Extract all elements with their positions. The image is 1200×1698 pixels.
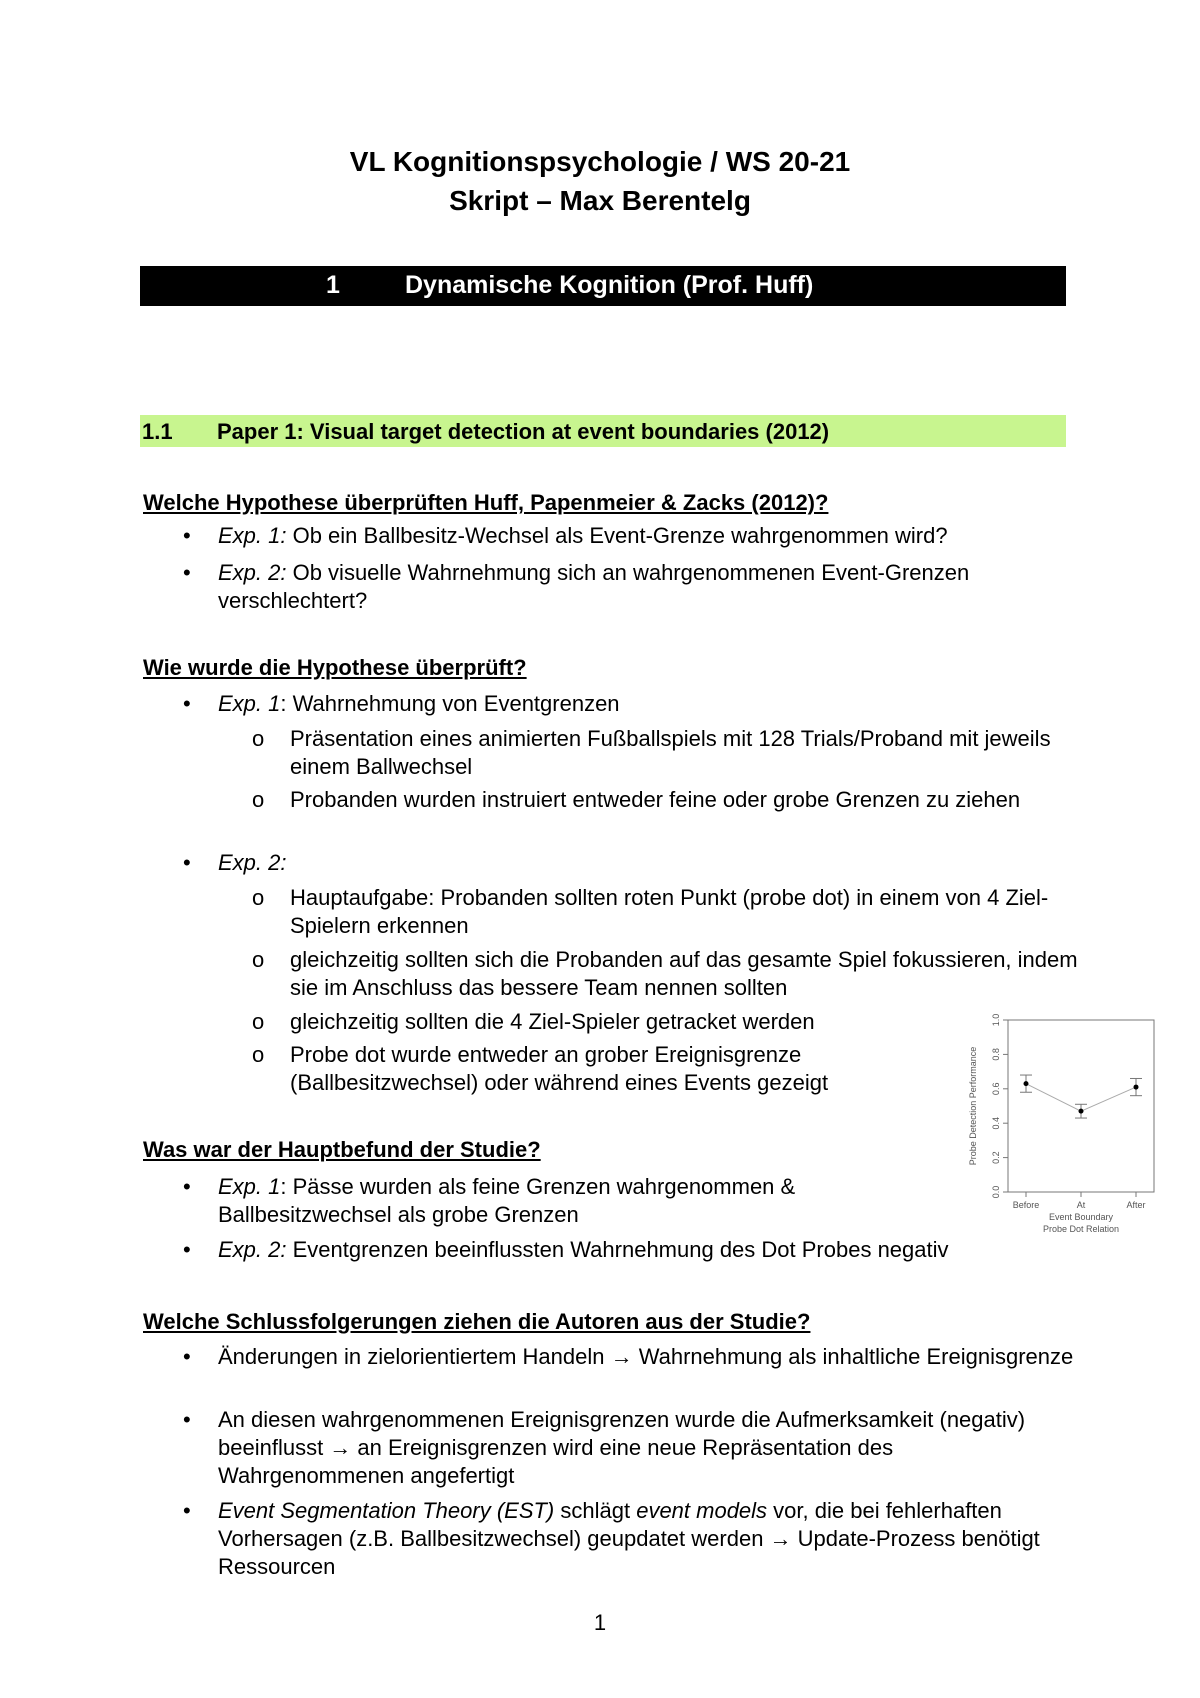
bullet: • — [183, 1344, 191, 1369]
section-title: Paper 1: Visual target detection at event boundaries (2012) — [217, 419, 830, 444]
sub-bullet: o — [252, 726, 265, 751]
sub-list-item — [252, 946, 1080, 1002]
bullet: • — [183, 1407, 191, 1432]
probe-detection-chart — [960, 1012, 1160, 1242]
bullet: • — [183, 1237, 191, 1262]
bullet: • — [183, 1498, 191, 1523]
list-item — [183, 1236, 1078, 1264]
item-text: gleichzeitig sollten die 4 Ziel-Spieler getracket werden — [290, 1009, 815, 1034]
question-hypothesis: Welche Hypothese überprüften Huff, Papenmeier & Zacks (2012)? — [143, 490, 829, 515]
sub-bullet: o — [252, 787, 265, 812]
item-text: schlägt — [554, 1498, 637, 1523]
sub-list-item — [252, 1008, 910, 1036]
sub-bullet: o — [252, 1042, 265, 1067]
list-item — [183, 1173, 858, 1229]
item-text: Probanden wurden instruiert entweder feine oder grobe Grenzen zu ziehen — [290, 787, 1021, 812]
y-tick-label: 0.6 — [991, 1082, 1001, 1096]
y-tick-label: 0.0 — [991, 1185, 1001, 1199]
chapter-number: 1 — [326, 271, 340, 299]
item-text: vor, die bei fehlerhaften Vorhersagen (z.B. Ballbesitzwechsel) geupdatet werden — [218, 1498, 1002, 1551]
document-subtitle: Skript – Max Berentelg — [449, 185, 751, 216]
list-item — [183, 522, 1078, 550]
x-tick-label: At — [1076, 1200, 1086, 1210]
bullet: • — [183, 1174, 191, 1199]
item-text: Update-Prozess benötigt Ressourcen — [218, 1526, 1040, 1579]
list-item — [183, 690, 1078, 718]
item-text: Ob visuelle Wahrnehmung sich an wahrgenommenen Event-Grenzen verschlechtert? — [218, 560, 970, 613]
y-tick-label: 1.0 — [991, 1013, 1001, 1027]
item-label: Exp. 2: — [218, 850, 287, 875]
item-text: an Ereignisgrenzen wird eine neue Repräsentation des Wahrgenommenen angefertigt — [218, 1435, 894, 1488]
data-point — [1134, 1085, 1139, 1090]
x-axis-label: Probe Dot Relation — [1042, 1224, 1120, 1234]
sub-list-item — [252, 725, 1080, 781]
x-tick-label: Before — [1012, 1200, 1040, 1210]
question-method: Wie wurde die Hypothese überprüft? — [143, 655, 527, 680]
bullet: • — [183, 850, 191, 875]
item-italic: Event Segmentation Theory (EST) — [218, 1498, 555, 1523]
sub-list-item — [252, 1041, 900, 1097]
list-item — [183, 559, 1078, 615]
list-item — [183, 1406, 1078, 1490]
item-label: Exp. 1 — [218, 691, 281, 716]
item-label: Exp. 2: — [218, 560, 287, 585]
chapter-title: Dynamische Kognition (Prof. Huff) — [405, 271, 814, 299]
sub-bullet: o — [252, 1009, 265, 1034]
sub-bullet: o — [252, 885, 265, 910]
question-conclusions: Welche Schlussfolgerungen ziehen die Autoren aus der Studie? — [143, 1309, 811, 1334]
list-item — [183, 849, 1078, 877]
item-text: : Pässe wurden als feine Grenzen wahrgenommen & Ballbesitzwechsel als grobe Grenzen — [218, 1174, 796, 1227]
item-text: Probe dot wurde entweder an grober Ereignisgrenze (Ballbesitzwechsel) oder während eines Events gezeigt — [290, 1042, 829, 1095]
item-label: Exp. 2: — [218, 1237, 287, 1262]
item-text: Eventgrenzen beeinflussten Wahrnehmung des Dot Probes negativ — [286, 1237, 949, 1262]
y-tick-label: 0.4 — [991, 1116, 1001, 1130]
sub-list-item — [252, 786, 1080, 814]
list-item — [183, 1497, 1078, 1581]
item-text: Wahrnehmung als inhaltliche Ereignisgrenze — [632, 1344, 1074, 1369]
question-findings: Was war der Hauptbefund der Studie? — [143, 1137, 541, 1162]
section-number: 1.1 — [142, 419, 173, 444]
bullet: • — [183, 523, 191, 548]
chapter-heading — [140, 266, 1066, 306]
y-axis-label: Probe Detection Performance — [968, 1046, 978, 1166]
arrow-icon: → — [329, 1435, 352, 1460]
arrow-icon: → — [610, 1344, 633, 1369]
sub-bullet: o — [252, 947, 265, 972]
item-text: Präsentation eines animierten Fußballspiels mit 128 Trials/Proband mit jeweils einem Ballwechsel — [290, 726, 1051, 779]
item-text: : Wahrnehmung von Eventgrenzen — [280, 691, 620, 716]
bullet: • — [183, 691, 191, 716]
sub-list-item — [252, 884, 1080, 940]
data-point — [1024, 1081, 1029, 1086]
bullet: • — [183, 560, 191, 585]
item-label: Exp. 1 — [218, 1174, 281, 1199]
document-title: VL Kognitionspsychologie / WS 20-21 — [349, 146, 851, 177]
list-item — [183, 1343, 1078, 1371]
arrow-icon: → — [769, 1526, 792, 1551]
data-point — [1079, 1109, 1084, 1114]
x-axis-label: Event Boundary — [1048, 1212, 1114, 1222]
y-tick-label: 0.8 — [991, 1048, 1001, 1061]
y-tick-label: 0.2 — [991, 1151, 1001, 1164]
page-number: 1 — [593, 1610, 607, 1635]
item-text: gleichzeitig sollten sich die Probanden auf das gesamte Spiel fokussieren, indem sie im Anschluss das bessere Team nennen sollten — [290, 947, 1078, 1000]
item-italic: event models — [636, 1498, 768, 1523]
item-text: An diesen wahrgenommenen Ereignisgrenzen wurde die Aufmerksamkeit (negativ) beeinflusst — [218, 1407, 1026, 1460]
item-label: Exp. 1: — [218, 523, 287, 548]
item-text: Änderungen in zielorientiertem Handeln — [218, 1344, 611, 1369]
item-text: Hauptaufgabe: Probanden sollten roten Punkt (probe dot) in einem von 4 Ziel-Spielern erkennen — [290, 885, 1049, 938]
section-heading — [140, 415, 1066, 447]
x-tick-label: After — [1126, 1200, 1146, 1210]
item-text: Ob ein Ballbesitz-Wechsel als Event-Grenze wahrgenommen wird? — [286, 523, 948, 548]
